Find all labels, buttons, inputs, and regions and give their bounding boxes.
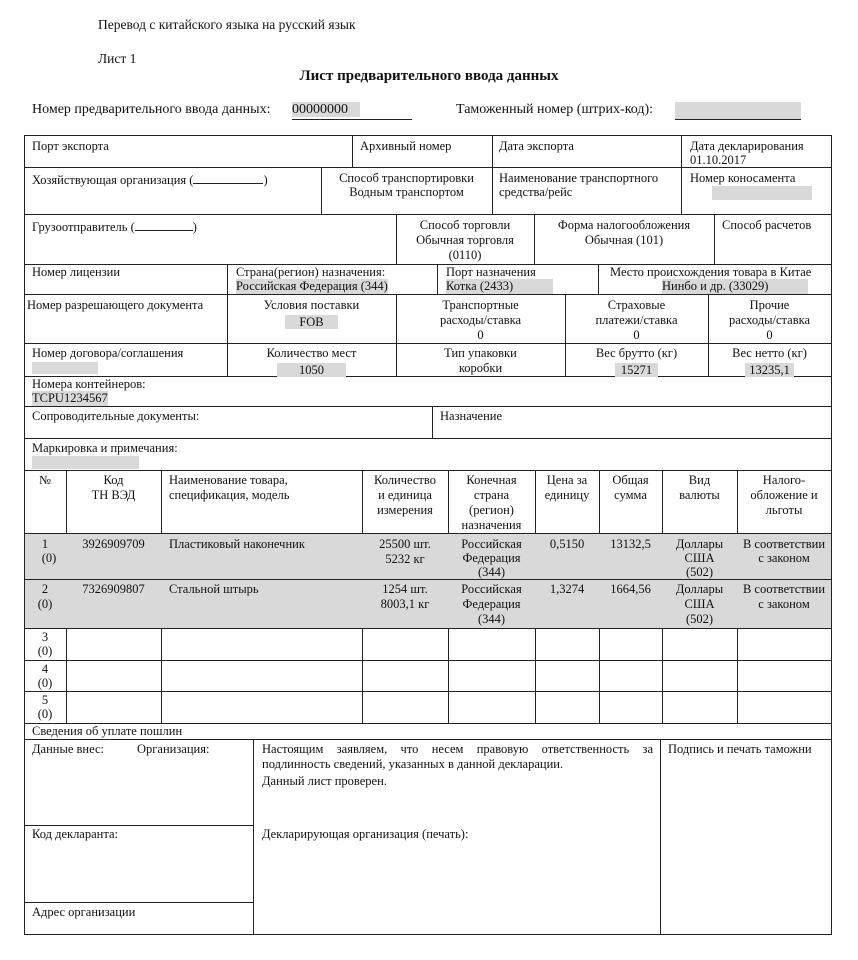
col-name: Наименование товара, [169, 473, 288, 487]
duties-payment-label: Сведения об уплате пошлин [32, 724, 183, 738]
destination-port-label: Порт назначения [446, 265, 536, 279]
translation-note: Перевод с китайского языка на русский язык [98, 17, 356, 32]
col-qty-2: и единица [378, 488, 432, 502]
row-tax: В соответствии [742, 582, 826, 596]
row-code: 3926909709 [82, 537, 145, 551]
col-price: Цена за [546, 473, 588, 487]
other-costs-label-2: расходы/ставка [728, 313, 811, 327]
row-sub: (0) [41, 551, 57, 565]
purpose-label: Назначение [440, 409, 503, 423]
row-country: Российская [461, 582, 522, 596]
shipper-label [32, 218, 197, 235]
packages-count-cell [227, 361, 396, 376]
transport-mode-label: Способ транспортировки [339, 171, 474, 185]
shipper-blank[interactable] [135, 218, 193, 231]
row-price: 0,5150 [549, 537, 585, 551]
row-code: 7326909807 [82, 582, 145, 596]
row-currency-3: (502) [685, 612, 714, 626]
row-country: Российская [461, 537, 522, 551]
payment-method-label: Способ расчетов [722, 218, 812, 232]
row-country-3: (344) [477, 565, 506, 579]
trade-mode-label: Способ торговли [419, 218, 511, 232]
gross-weight-value: 15271 [615, 363, 658, 377]
other-costs-value: 0 [766, 328, 773, 342]
port-of-export-label: Порт экспорта [32, 139, 109, 153]
col-no: № [39, 473, 51, 487]
row-number: 5 [41, 693, 49, 707]
row-tax: В соответствии [742, 537, 826, 551]
row-number: 2 [41, 582, 49, 596]
pre-entry-value: 00000000 [292, 102, 360, 117]
pre-entry-label: Номер предварительного ввода данных: [32, 102, 271, 117]
row-price: 1,3274 [549, 582, 585, 596]
row-number: 4 [41, 662, 49, 676]
insurance-value: 0 [633, 328, 640, 342]
col-country-4: назначения [461, 518, 522, 532]
net-weight-label: Вес нетто (кг) [732, 346, 807, 360]
packages-count-value: 1050 [277, 363, 346, 377]
customs-signature-label: Подпись и печать таможни [668, 742, 812, 756]
row-number: 1 [41, 537, 49, 551]
permit-document-label: Номер разрешающего документа [27, 298, 204, 312]
row-total: 1664,56 [610, 582, 651, 596]
col-country: Конечная [466, 473, 517, 487]
containers-label: Номера контейнеров: [32, 377, 146, 391]
row-name: Стальной штырь [169, 582, 259, 596]
row-name: Пластиковый наконечник [169, 537, 305, 551]
delivery-terms-value: FOB [285, 315, 337, 329]
shipper-label-text: Грузоотправитель ( [32, 220, 135, 234]
row-tax-2: с законом [758, 597, 810, 611]
archive-number-label: Архивный номер [360, 139, 452, 153]
org-blank[interactable] [193, 171, 263, 184]
gross-weight-label: Вес брутто (кг) [595, 346, 678, 360]
row-qty: 1254 шт. [382, 582, 428, 596]
contract-number-field[interactable] [32, 362, 98, 374]
accompanying-docs-label: Сопроводительные документы: [32, 409, 200, 423]
package-type-value: коробки [458, 361, 503, 375]
trade-mode-value: Обычная торговля [416, 233, 514, 247]
entered-by-label: Данные внес: [32, 742, 104, 756]
declaring-org-label: Декларирующая организация (печать): [262, 827, 469, 841]
row-currency: Доллары [675, 537, 724, 551]
col-currency-2: валюты [679, 488, 720, 502]
declarant-code-label: Код декларанта: [32, 827, 118, 841]
destination-country-value: Российская Федерация (344) [236, 279, 388, 293]
col-qty: Количество [374, 473, 436, 487]
col-code-2: ТН ВЭД [91, 488, 136, 502]
marks-field[interactable] [32, 456, 139, 469]
row-total: 13132,5 [610, 537, 651, 551]
declaration-date-label: Дата декларирования [690, 139, 804, 153]
trade-mode-code: (0110) [448, 248, 482, 262]
col-country-2: страна [473, 488, 510, 502]
vehicle-name-label: Наименование транспортного [499, 171, 659, 185]
col-price-2: единицу [544, 488, 590, 502]
marks-label: Маркировка и примечания: [32, 441, 178, 455]
row-sub: (0) [37, 707, 53, 721]
row-sub: (0) [37, 676, 53, 690]
transport-mode-value: Водным транспортом [349, 185, 464, 199]
page-title: Лист предварительного ввода данных [299, 68, 559, 84]
sheet-number: Лист 1 [98, 51, 137, 66]
package-type-label: Тип упаковки [444, 346, 517, 360]
freight-label: Транспортные [442, 298, 519, 312]
organization-address-label: Адрес организации [32, 905, 136, 919]
row-sub: (0) [37, 644, 53, 658]
row-tax-2: с законом [758, 551, 810, 565]
org-label-text: Хозяйствующая организация ( [32, 173, 194, 187]
origin-place-value: Нинбо и др. (33029) [662, 279, 808, 294]
row-qty: 25500 шт. [379, 537, 431, 551]
business-organization-label [32, 171, 268, 188]
destination-port-value: Котка (2433) [446, 279, 553, 294]
freight-value: 0 [477, 328, 484, 342]
shipper-label-close: ) [192, 220, 197, 234]
col-total-2: сумма [614, 488, 647, 502]
sheet-checked-text: Данный лист проверен. [262, 774, 387, 788]
bill-of-lading-field[interactable] [712, 186, 812, 200]
export-date-label: Дата экспорта [499, 139, 574, 153]
freight-label-2: расходы/ставка [439, 313, 522, 327]
vehicle-name-label-2: средства/рейс [499, 185, 573, 199]
pre-entry-field[interactable] [292, 102, 412, 120]
organization-label: Организация: [137, 742, 210, 756]
taxation-form-value: Обычная (101) [584, 233, 664, 247]
org-label-close: ) [263, 173, 268, 187]
declaration-statement: Настоящим заявляем, что несем правовую ответственность за подлинность сведений, указанных в данной декларации. [262, 742, 653, 771]
insurance-label: Страховые [607, 298, 666, 312]
col-name-2: спецификация, модель [169, 488, 290, 502]
row-currency-2: США [684, 597, 715, 611]
packages-count-label: Количество мест [266, 346, 357, 360]
col-code: Код [103, 473, 124, 487]
row-currency: Доллары [675, 582, 724, 596]
row-qty-weight: 5232 кг [385, 552, 425, 566]
col-tax-2: обложение и [750, 488, 818, 502]
row-country-3: (344) [477, 612, 506, 626]
row-currency-3: (502) [685, 565, 714, 579]
col-tax: Налого- [762, 473, 806, 487]
row-sub: (0) [37, 597, 53, 611]
col-qty-3: измерения [377, 503, 433, 517]
customs-number-label: Таможенный номер (штрих-код): [456, 102, 654, 117]
containers-value: TCPU1234567 [32, 391, 108, 405]
origin-place-label: Место происхождения товара в Китае [610, 265, 812, 279]
declaration-date-value: 01.10.2017 [690, 153, 747, 167]
row-country-2: Федерация [462, 597, 521, 611]
row-country-2: Федерация [462, 551, 521, 565]
col-country-3: (регион) [469, 503, 514, 517]
contract-number-label: Номер договора/соглашения [32, 346, 184, 360]
net-weight-cell [708, 361, 831, 376]
gross-weight-cell [565, 361, 708, 376]
col-tax-3: льготы [765, 503, 803, 517]
delivery-terms-cell [227, 313, 396, 328]
taxation-form-label: Форма налогообложения [557, 218, 691, 232]
other-costs-label: Прочие [749, 298, 790, 312]
row-qty-weight: 8003,1 кг [380, 597, 430, 611]
row-currency-2: США [684, 551, 715, 565]
destination-country-label: Страна(регион) назначения: [236, 265, 386, 279]
col-currency: Вид [688, 473, 711, 487]
bill-of-lading-label: Номер коносамента [690, 171, 796, 185]
insurance-label-2: платежи/ставка [595, 313, 678, 327]
customs-number-field[interactable] [675, 102, 801, 120]
license-number-label: Номер лицензии [32, 265, 121, 279]
col-total: Общая [612, 473, 649, 487]
row-number: 3 [41, 630, 49, 644]
net-weight-value: 13235,1 [745, 363, 794, 377]
delivery-terms-label: Условия поставки [263, 298, 360, 312]
